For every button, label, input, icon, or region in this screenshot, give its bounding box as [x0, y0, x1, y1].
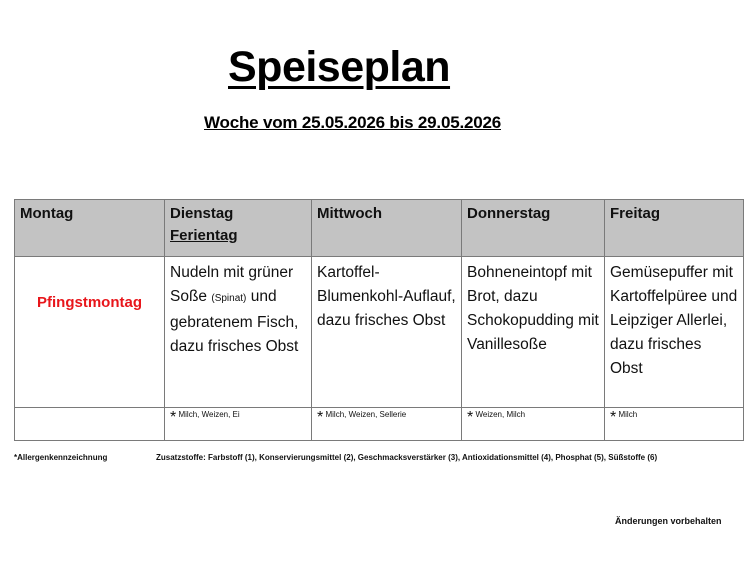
ferientag-label: Ferientag — [170, 227, 238, 244]
asterisk-icon: * — [170, 409, 177, 426]
menu-table — [14, 199, 744, 441]
week-range: Woche vom 25.05.2026 bis 29.05.2026 — [204, 113, 501, 132]
page-title: Speiseplan — [228, 43, 451, 91]
meal-montag — [15, 257, 165, 408]
asterisk-icon: * — [467, 409, 474, 426]
meal-dienstag: Nudeln mit grüner Soße (Spinat) und gebratenem Fisch, dazu frisches Obst — [165, 257, 312, 408]
allergen-dienstag: * Milch, Weizen, Ei — [165, 408, 312, 441]
holiday-label: Pfingstmontag — [37, 294, 142, 311]
asterisk-icon: * — [610, 409, 617, 426]
header-dienstag: Dienstag Ferientag — [165, 200, 312, 257]
asterisk-icon: * — [317, 409, 324, 426]
header-donnerstag: Donnerstag — [462, 200, 605, 257]
table-header-row — [15, 200, 744, 257]
meal-row — [15, 257, 744, 408]
allergen-mittwoch: * Milch, Weizen, Sellerie — [312, 408, 462, 441]
allergen-montag — [15, 408, 165, 441]
header-mittwoch: Mittwoch — [312, 200, 462, 257]
header-freitag: Freitag — [605, 200, 744, 257]
meal-freitag: Gemüsepuffer mit Kartoffelpüree und Leipziger Allerlei, dazu frisches Obst — [605, 257, 744, 408]
meal-donnerstag: Bohneneintopf mit Brot, dazu Schokopudding mit Vanillesoße — [462, 257, 605, 408]
additives-legend: Zusatzstoffe: Farbstoff (1), Konservierungsmittel (2), Geschmacksverstärker (3), Antioxidationsmittel (4), Phosphat (5), Süßstoffe (6) — [156, 453, 658, 462]
allergen-donnerstag: * Weizen, Milch — [462, 408, 605, 441]
allergen-legend: *Allergenkennzeichnung — [14, 453, 108, 462]
allergen-row — [15, 408, 744, 441]
meal-mittwoch: Kartoffel-Blumenkohl-Auflauf, dazu frisches Obst — [312, 257, 462, 408]
disclaimer: Änderungen vorbehalten — [615, 516, 722, 526]
header-montag: Montag — [15, 200, 165, 257]
allergen-freitag: * Milch — [605, 408, 744, 441]
